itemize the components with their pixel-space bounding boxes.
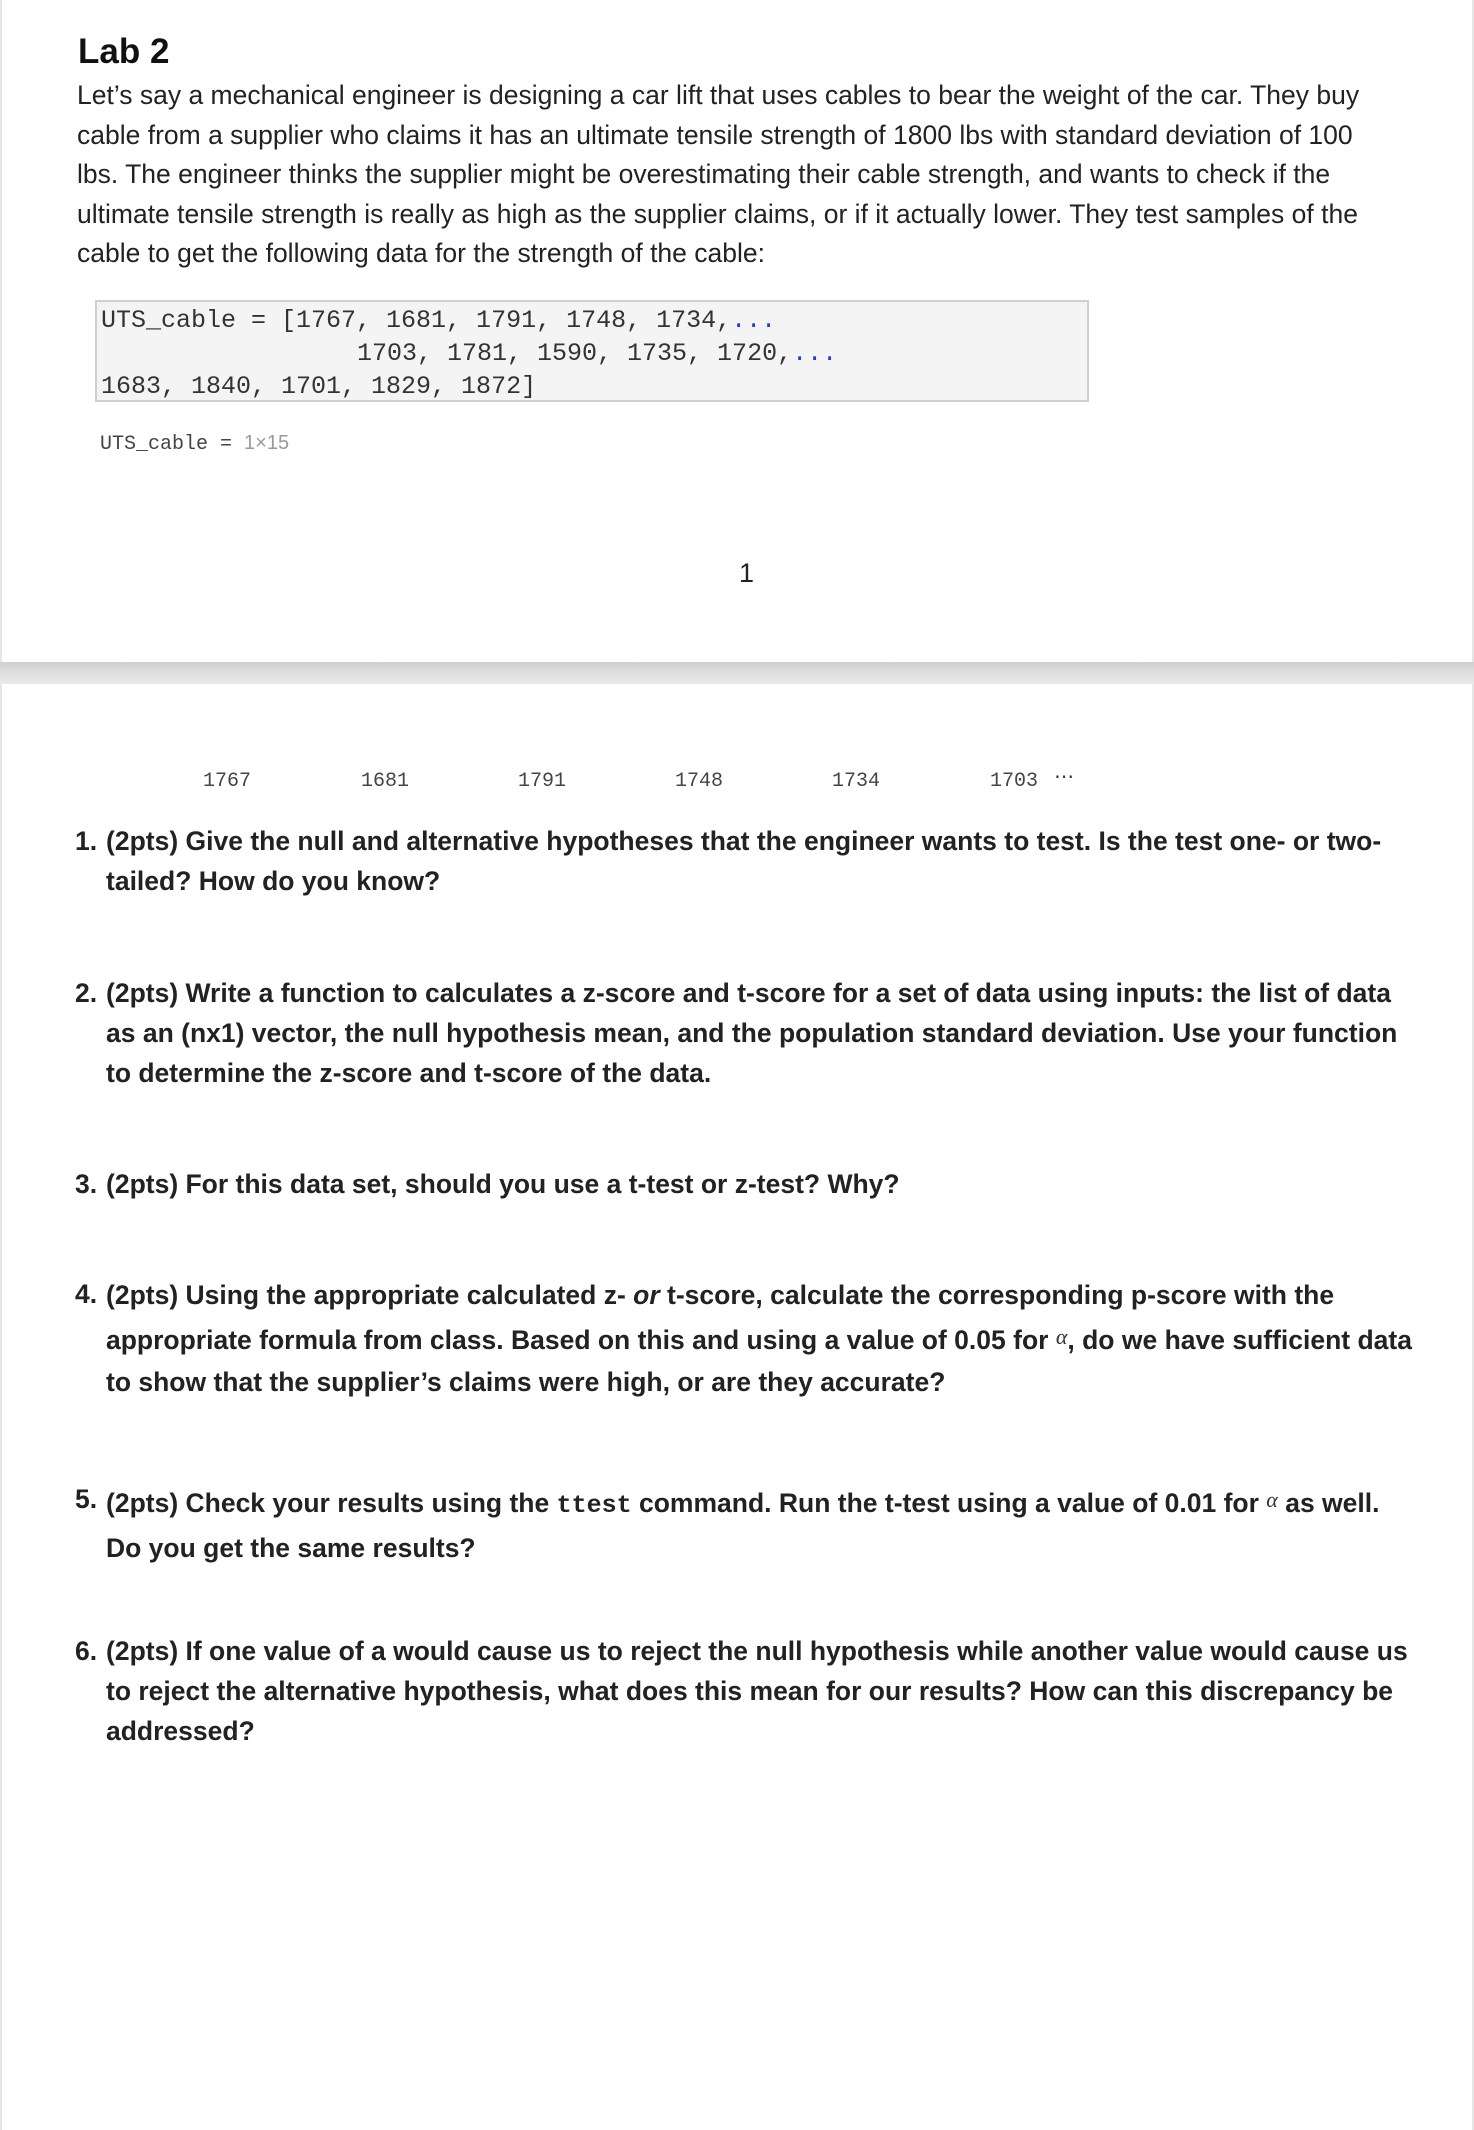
array-value: 1748: [675, 770, 724, 793]
line-continuation: ...: [731, 306, 777, 335]
question-number: 2.: [75, 978, 98, 1008]
question-3: [75, 1164, 1415, 1204]
variable-name: UTS_cable: [100, 433, 209, 456]
code-line-3: 1683, 1840, 1701, 1829, 1872]: [101, 372, 537, 401]
question-number: 5.: [75, 1484, 98, 1514]
question-text: (2pts) Check your results using the ttest command. Run the t-test using a value of 0.01 for α as well. Do you get the same results?: [106, 1487, 1380, 1563]
code-block: [95, 300, 1089, 402]
question-text: (2pts) Using the appropriate calculated z- or t-score, calculate the corresponding p-score with the appropriate formula from class. Based on this and using a value of 0.05 for α, do we have sufficient data to show that the supplier’s claims were high, or are they accurate?: [106, 1280, 1412, 1397]
alpha-symbol: α: [1055, 1324, 1068, 1349]
question-text: (2pts) Write a function to calculates a z-score and t-score for a set of data using inputs: the list of data as an (nx1) vector, the null hypothesis mean, and the population standard deviation. Use your function to determine the z-score and t-score of the data.: [106, 978, 1398, 1088]
question-5: [75, 1479, 1415, 1563]
document-page-1: [0, 0, 1474, 662]
alpha-symbol: α: [1266, 1487, 1278, 1512]
question-2: [75, 973, 1415, 1088]
question-text: (2pts) If one value of a would cause us to reject the null hypothesis while another value would cause us to reject the alternative hypothesis, what does this mean for our results? How can this discrepancy be addressed?: [106, 1636, 1408, 1746]
array-value: 1703: [990, 770, 1039, 793]
page-number: 1: [739, 558, 755, 588]
question-4: [75, 1274, 1415, 1397]
question-text: (2pts) For this data set, should you use a t-test or z-test? Why?: [106, 1169, 900, 1199]
question-1: [75, 821, 1415, 896]
page-title: Lab 2: [78, 32, 170, 71]
array-value: 1767: [203, 770, 252, 793]
question-number: 4.: [75, 1279, 98, 1309]
code-line-2: 1703, 1781, 1590, 1735, 1720,...: [357, 339, 838, 368]
page-separator: [0, 662, 1474, 684]
array-value: 1791: [518, 770, 567, 793]
question-text: (2pts) Give the null and alternative hypotheses that the engineer wants to test. Is the test one- or two-tailed? How do you know?: [106, 826, 1382, 896]
more-columns-icon: ⋯: [1054, 766, 1075, 788]
variable-dims: 1×15: [244, 432, 290, 454]
array-output-row: [0, 766, 1474, 800]
variable-output: UTS_cable = 1×15: [100, 432, 290, 456]
question-number: 3.: [75, 1169, 98, 1199]
question-number: 6.: [75, 1636, 98, 1666]
line-continuation: ...: [792, 339, 838, 368]
code-ttest: ttest: [556, 1491, 632, 1520]
array-value: 1734: [832, 770, 881, 793]
array-value: 1681: [361, 770, 410, 793]
question-6: [75, 1631, 1415, 1746]
code-line-1: UTS_cable = [1767, 1681, 1791, 1748, 1734,...: [101, 306, 777, 335]
question-number: 1.: [75, 826, 98, 856]
intro-paragraph: Let’s say a mechanical engineer is designing a car lift that uses cables to bear the weight of the car. They buy cable from a supplier who claims it has an ultimate tensile strength of 1800 lbs with standard deviation of 100 lbs. The engineer thinks the supplier might be overestimating their cable strength, and wants to check if the ultimate tensile strength is really as high as the supplier claims, or if it actually lower. They test samples of the cable to get the following data for the strength of the cable:: [77, 80, 1360, 268]
